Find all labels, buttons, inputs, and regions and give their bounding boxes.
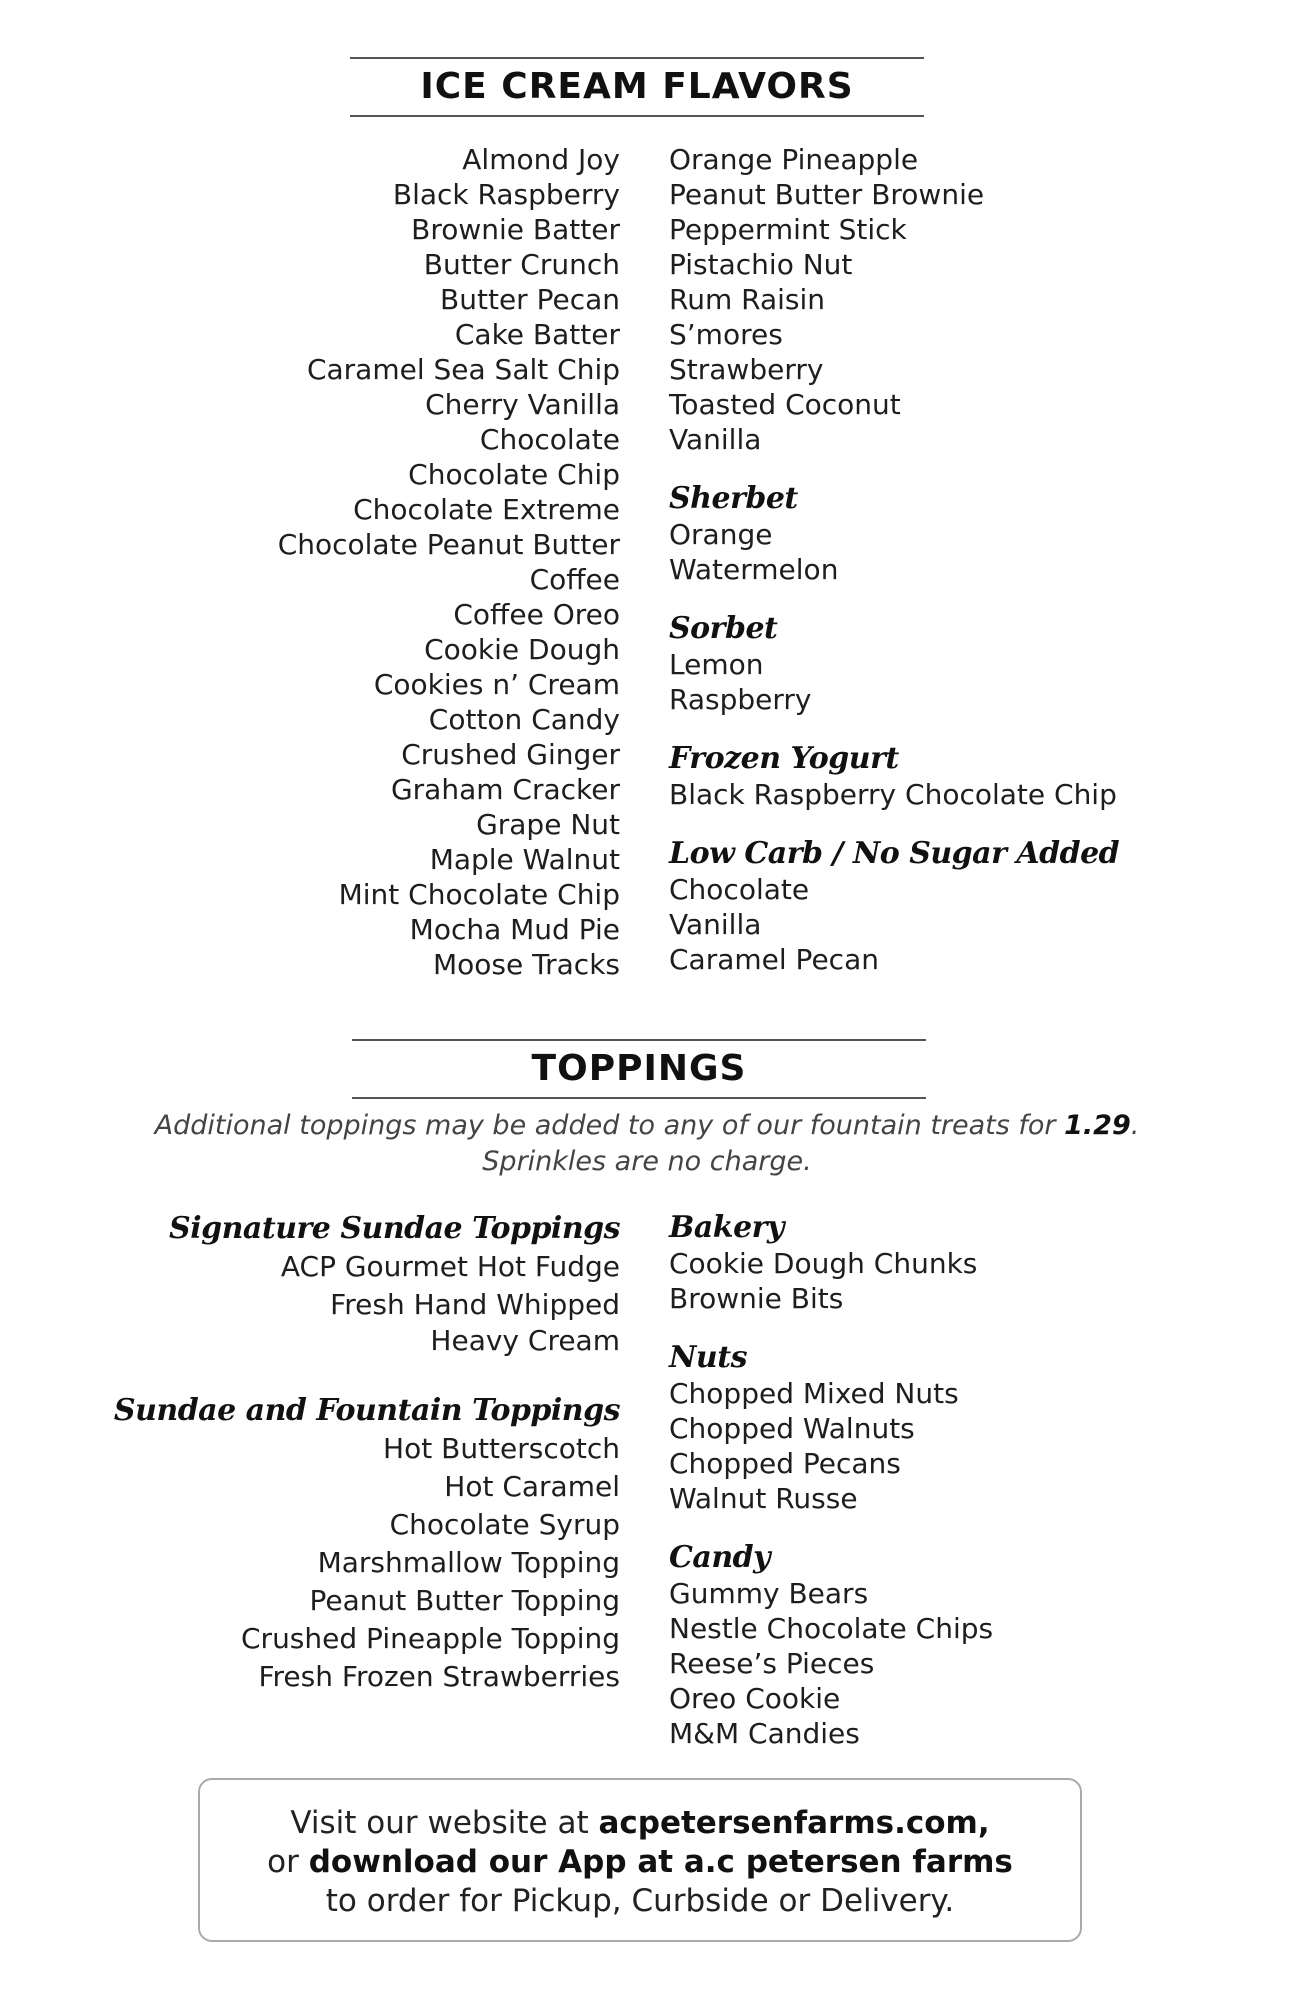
flavor-item: Coffee Oreo (453, 598, 620, 631)
sherbet-item: Orange (669, 518, 773, 551)
topping-item: ACP Gourmet Hot Fudge (280, 1250, 620, 1283)
topping-item: Hot Caramel (444, 1470, 620, 1503)
toppings-note-line1 (100, 1108, 1194, 1144)
flavors-title: ICE CREAM FLAVORS (420, 66, 854, 107)
flavor-item: Cake Batter (454, 318, 620, 351)
flavor-item: Cookie Dough (424, 633, 620, 666)
flavor-item: Cotton Candy (428, 703, 620, 736)
footer-line3: to order for Pickup, Curbside or Delivery. (325, 1883, 955, 1919)
topping-item: Reese’s Pieces (669, 1647, 875, 1680)
bottom-rule (352, 1097, 926, 1099)
topping-item: Chopped Mixed Nuts (669, 1377, 959, 1410)
flavor-item: Toasted Coconut (669, 388, 901, 421)
frozen-yogurt-heading: Frozen Yogurt (669, 741, 899, 776)
flavor-item: Orange Pineapple (669, 143, 919, 176)
topping-item: Marshmallow Topping (317, 1546, 620, 1579)
sorbet-heading: Sorbet (669, 611, 778, 646)
note-price: 1.29 (1064, 1110, 1131, 1141)
flavor-item: Chocolate Extreme (353, 493, 620, 526)
topping-item: Chocolate Syrup (389, 1508, 620, 1541)
flavor-item: Peanut Butter Brownie (669, 178, 985, 211)
flavor-item: Pistachio Nut (669, 248, 853, 281)
flavor-item: Chocolate Chip (408, 458, 620, 491)
sorbet-item: Lemon (669, 648, 764, 681)
flavors-header (350, 57, 924, 117)
order-info-box (198, 1778, 1082, 1942)
flavors-left-column (278, 142, 620, 982)
topping-item: Walnut Russe (669, 1482, 858, 1515)
topping-item: Chopped Walnuts (669, 1412, 915, 1445)
flavor-item: Cherry Vanilla (425, 388, 620, 421)
topping-item: Peanut Butter Topping (309, 1584, 620, 1617)
flavor-item: Butter Crunch (423, 248, 620, 281)
toppings-title: TOPPINGS (531, 1048, 747, 1089)
topping-item: Heavy Cream (430, 1324, 620, 1357)
flavor-item: Moose Tracks (433, 948, 620, 981)
flavor-item: Cookies n’ Cream (373, 668, 620, 701)
toppings-right-column (669, 1210, 993, 1751)
flavor-item: Maple Walnut (429, 843, 620, 876)
flavor-item: Peppermint Stick (669, 213, 907, 246)
topping-item: Oreo Cookie (669, 1682, 841, 1715)
flavors-right-column (669, 142, 1119, 977)
flavor-item: Vanilla (669, 423, 762, 456)
note-text: Additional toppings may be added to any of our fountain treats for (154, 1110, 1065, 1141)
topping-item: Fresh Hand Whipped (330, 1288, 620, 1321)
flavor-item: S’mores (669, 318, 783, 351)
flavor-item: Crushed Ginger (401, 738, 620, 771)
flavor-item: Grape Nut (476, 808, 620, 841)
frozen-yogurt-item: Black Raspberry Chocolate Chip (669, 778, 1117, 811)
topping-item: Crushed Pineapple Topping (241, 1622, 620, 1655)
low-carb-item: Caramel Pecan (669, 943, 879, 976)
note-text: . (1130, 1110, 1140, 1141)
signature-heading: Signature Sundae Toppings (169, 1211, 620, 1246)
flavor-item: Caramel Sea Salt Chip (306, 353, 620, 386)
low-carb-item: Chocolate (669, 873, 810, 906)
topping-item: Cookie Dough Chunks (669, 1247, 978, 1280)
flavor-item: Brownie Batter (411, 213, 620, 246)
footer-text: or (267, 1844, 309, 1880)
flavor-item: Mint Chocolate Chip (338, 878, 620, 911)
flavor-item: Almond Joy (462, 143, 620, 176)
bakery-heading: Bakery (669, 1210, 784, 1245)
fountain-heading: Sundae and Fountain Toppings (113, 1393, 620, 1428)
footer-line2 (200, 1843, 1080, 1882)
toppings-header (352, 1039, 926, 1099)
flavor-item: Mocha Mud Pie (409, 913, 620, 946)
nuts-heading: Nuts (669, 1340, 747, 1375)
flavor-item: Strawberry (669, 353, 824, 386)
topping-item: Gummy Bears (669, 1577, 869, 1610)
toppings-note (100, 1108, 1194, 1180)
sherbet-heading: Sherbet (669, 481, 798, 516)
topping-item: Fresh Frozen Strawberries (258, 1660, 620, 1693)
flavor-item: Chocolate (479, 423, 620, 456)
website-link[interactable]: acpetersenfarms.com, (598, 1805, 990, 1841)
flavor-item: Coffee (529, 563, 620, 596)
topping-item: Brownie Bits (669, 1282, 844, 1315)
low-carb-item: Vanilla (669, 908, 762, 941)
topping-item: Chopped Pecans (669, 1447, 901, 1480)
candy-heading: Candy (669, 1540, 771, 1575)
bottom-rule (350, 115, 924, 117)
low-carb-heading: Low Carb / No Sugar Added (669, 836, 1120, 871)
topping-item: Nestle Chocolate Chips (669, 1612, 994, 1645)
sherbet-item: Watermelon (669, 553, 839, 586)
flavor-item: Graham Cracker (390, 773, 620, 806)
toppings-left-column (114, 1210, 620, 1696)
flavor-item: Rum Raisin (669, 283, 826, 316)
toppings-note-line2: Sprinkles are no charge. (482, 1146, 812, 1177)
flavor-item: Chocolate Peanut Butter (277, 528, 620, 561)
topping-item: Hot Butterscotch (383, 1432, 620, 1465)
flavor-item: Black Raspberry (392, 178, 620, 211)
sorbet-item: Raspberry (669, 683, 812, 716)
app-download-text: download our App at a.c petersen farms (308, 1844, 1013, 1880)
topping-item: M&M Candies (669, 1717, 860, 1750)
footer-text: Visit our website at (290, 1805, 599, 1841)
flavor-item: Butter Pecan (440, 283, 620, 316)
footer-line1 (200, 1804, 1080, 1843)
